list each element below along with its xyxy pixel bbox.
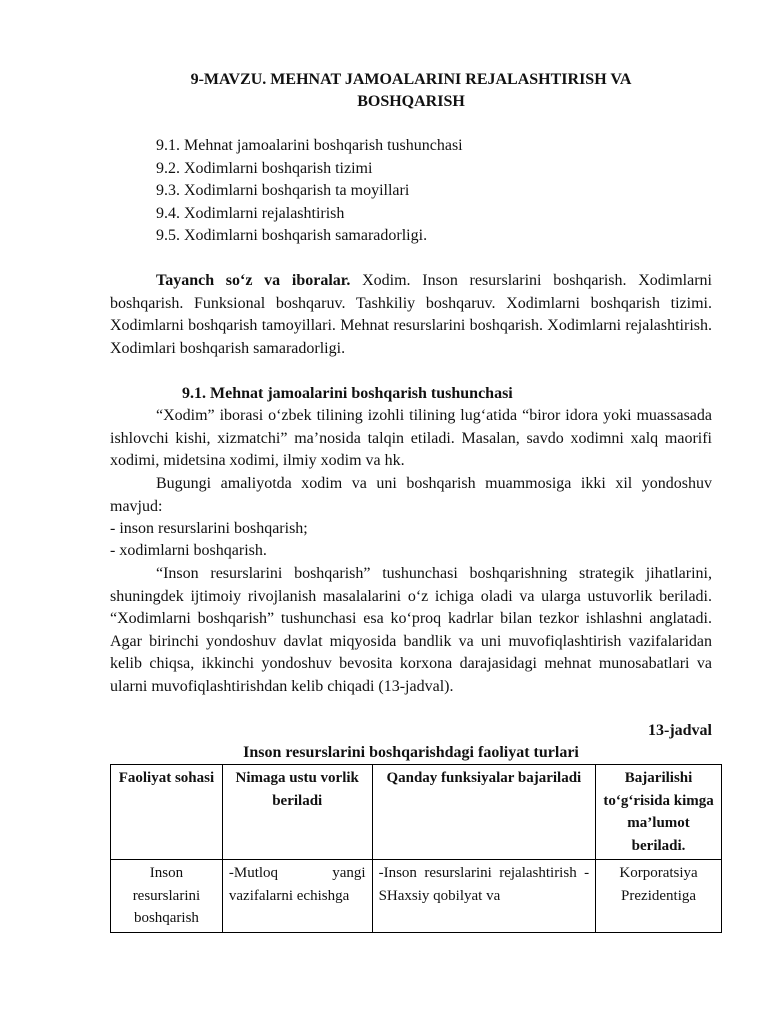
table-cell: Korporatsiya Prezidentiga	[596, 860, 722, 933]
bullet-item: - xodimlarni boshqarish.	[110, 542, 267, 559]
table-header-cell: Nimaga ustu vorlik beriladi	[222, 765, 372, 860]
keywords-label: Tayanch so‘z va iboralar.	[156, 272, 351, 289]
table-header-cell: Qanday funksiyalar bajariladi	[372, 765, 596, 860]
table-of-contents	[156, 135, 463, 248]
table-cell: -Inson resurslarini rejalashtirish -SHaxsiy qobilyat va	[372, 860, 596, 933]
section-heading	[182, 383, 742, 406]
toc-item: 9.1. Mehnat jamoalarini boshqarish tushunchasi	[156, 137, 463, 154]
paragraph-3: “Inson resurslarini boshqarish” tushunchasi boshqarishning strategik jihatlarini, shuningdek ijtimoiy rivojlanish masalalarini o‘z ichiga oladi va ularga ustuvorlik beriladi. “Xodimlarni boshqarish” tushunchasi esa ko‘proq kadrlar bilan tezkor ishlashni anglatadi. Agar birinchi yondoshuv davlat miqyosida bandlik va uni muvofiqlashtirish vazifalaridan kelib chiqsa, ikkinchi yondoshuv bevosita korxona darajasidagi mehnat munosabatlari va ularni muvofiqlashtirishdan kelib chiqadi (13-jadval).	[110, 565, 712, 695]
table-cell: -Mutloq yangi vazifalarni echishga	[222, 860, 372, 933]
toc-item: 9.3. Xodimlarni boshqarish ta moyillari	[156, 182, 410, 199]
table-header-cell: Bajarilishi to‘g‘risida kimga ma’lumot beriladi.	[596, 765, 722, 860]
section-heading-text: 9.1. Mehnat jamoalarini boshqarish tushunchasi	[182, 385, 513, 402]
toc-item: 9.4. Xodimlarni rejalashtirish	[156, 204, 345, 222]
keywords-text: Xodim. Inson resurslarini boshqarish. Xodimlarni boshqarish. Funksional boshqaruv. Tashkiliy boshqaruv. Xodimlarni boshqarish tizimi. Xodimlarni boshqarish tamoyillari. Mehnat resurslarini boshqarish. Xodimlarni rejalashtirish. Xodimlari boshqarish samaradorligi.	[110, 272, 713, 357]
paragraph-1: “Xodim” iborasi o‘zbek tilining izohli tilining lug‘atida “biror idora yoki muassasada ishlovchi kishi, xizmatchi” ma’nosida talqin etiladi. Masalan, savdo xodimni xalq maorifi xodimi, midetsina xodimi, ilmiy xodim va hk.	[110, 407, 712, 469]
title-line-2: BOSHQARISH	[357, 93, 465, 110]
paragraph-2: Bugungi amaliyotda xodim va uni boshqarish muammosiga ikki xil yondoshuv mavjud:	[110, 475, 712, 515]
bullet-item: - inson resurslarini boshqarish;	[110, 520, 308, 537]
toc-item: 9.5. Xodimlarni boshqarish samaradorligi.	[156, 227, 428, 244]
table-title: Inson resurslarini boshqarishdagi faoliyat turlari	[243, 744, 579, 761]
toc-item: 9.2. Xodimlarni boshqarish tizimi	[156, 159, 373, 177]
table-row	[111, 860, 722, 933]
keywords-paragraph	[110, 270, 712, 360]
page-title	[110, 69, 712, 113]
table-cell: Inson resurslarini boshqarish	[111, 860, 223, 933]
activity-table	[110, 764, 722, 933]
table-header-cell: Faoliyat sohasi	[111, 765, 223, 860]
title-line-1: 9-MAVZU. MEHNAT JAMOALARINI REJALASHTIRISH VA	[190, 71, 632, 88]
table-header-row	[111, 765, 722, 860]
table-label: 13-jadval	[648, 722, 712, 739]
